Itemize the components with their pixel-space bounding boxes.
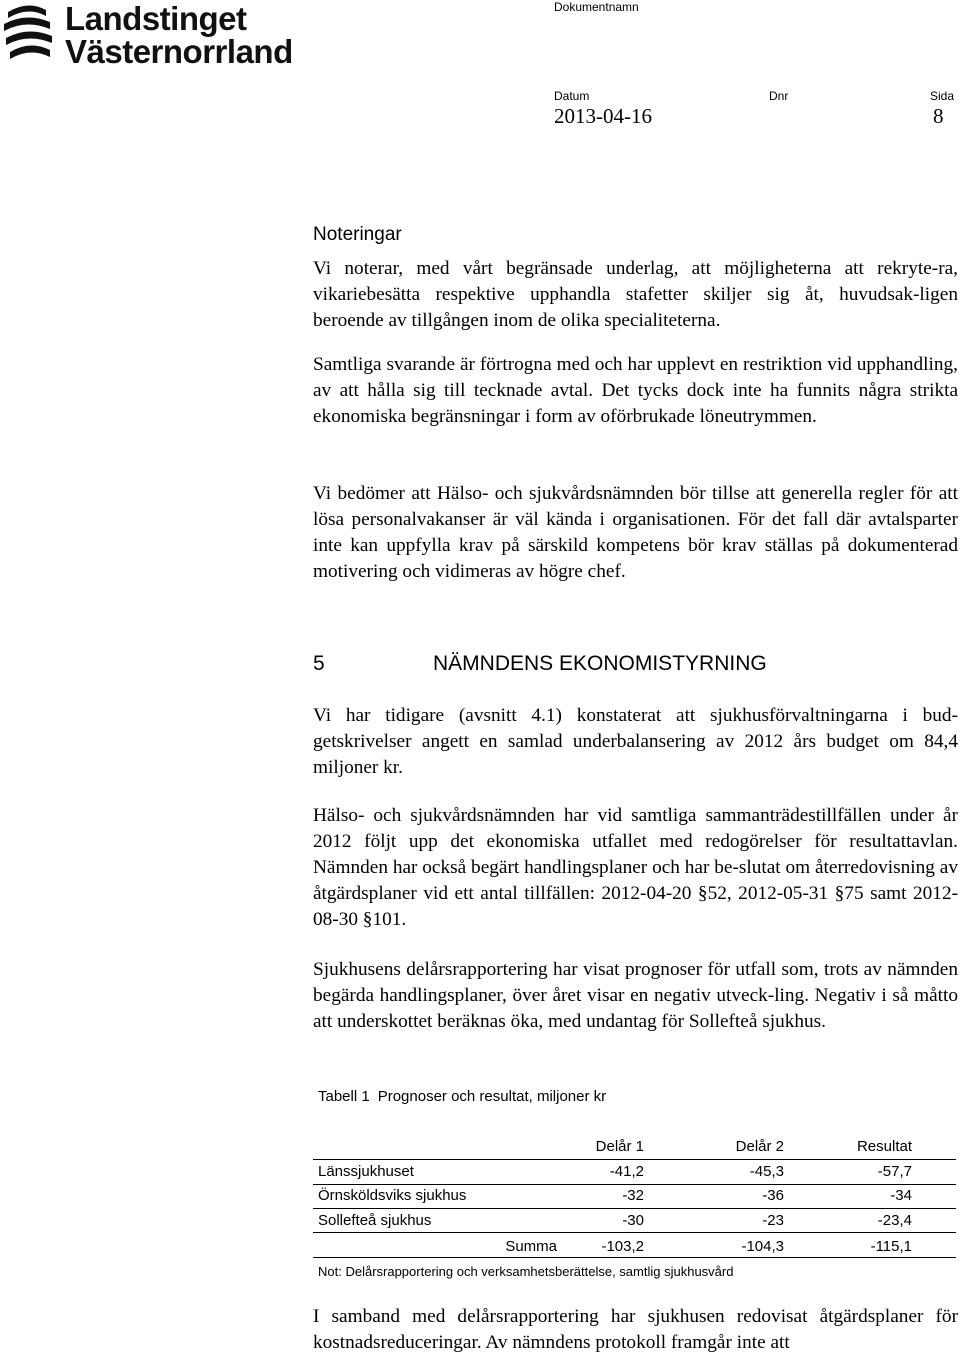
section5-paragraph-3: Sjukhusens delårsrapportering har visat prognoser för utfall som, trots av nämnden begärda handlingsplaner, över året visar en negativ utveck-ling. Negativ i så måtto att underskottet beräknas öka, med undantag för Sollefteå sjukhus. bbox=[313, 959, 958, 1032]
table-caption-label: Tabell 1 bbox=[318, 1088, 370, 1105]
dnr-label: Dnr bbox=[769, 89, 789, 103]
table-cell: -32 bbox=[622, 1187, 644, 1204]
row-label: Örnsköldsviks sjukhus bbox=[318, 1187, 467, 1204]
logo-line-1: Landstinget bbox=[65, 0, 247, 37]
section5-paragraph-1: Vi har tidigare (avsnitt 4.1) konstaterat att sjukhusförvaltningarna i bud-getskrivelser angett en samlad underbalansering av 2012 års budget om 84,4 miljoner kr. bbox=[313, 705, 958, 778]
section5-paragraph-4: I samband med delårsrapportering har sjukhusen redovisat åtgärdsplaner för kostnadsreduceringar. Av nämndens protokoll framgår inte att bbox=[313, 1306, 958, 1353]
section-title: NÄMNDENS EKONOMISTYRNING bbox=[433, 652, 767, 675]
datum-value: 2013-04-16 bbox=[554, 104, 652, 128]
table-caption bbox=[318, 1088, 606, 1105]
header-cell: Delår 1 bbox=[595, 1138, 644, 1155]
noteringar-paragraph-2: Samtliga svarande är förtrogna med och har upplevt en restriktion vid upphandling, av att hålla sig till tecknade avtal. Det tycks dock inte ha funnits några strikta ekonomiska begränsningar i form av oförbrukade löneutrymmen. bbox=[313, 354, 958, 427]
table-cell: -57,7 bbox=[877, 1162, 912, 1180]
table-rule bbox=[313, 1232, 956, 1233]
table-cell: -36 bbox=[762, 1187, 784, 1204]
noteringar-heading: Noteringar bbox=[313, 224, 402, 245]
sida-label: Sida bbox=[930, 89, 955, 103]
table-header-row bbox=[313, 1136, 956, 1161]
sum-label: Summa bbox=[505, 1238, 557, 1255]
table-cell: -23,4 bbox=[877, 1211, 912, 1229]
datum-label: Datum bbox=[554, 89, 590, 103]
table-caption-text: Prognoser och resultat, miljoner kr bbox=[377, 1088, 607, 1105]
table-cell: -23 bbox=[762, 1211, 784, 1229]
noteringar-paragraph-3: Vi bedömer att Hälso- och sjukvårdsnämnden bör tillse att generella regler för att lösa personalvakanser är väl kända i organisationen. För det fall där avtalsparter inte kan uppfylla krav på särskild kompetens bör krav ställas på dokumenterad motivering och vidimeras av högre chef. bbox=[313, 483, 958, 582]
document-name-label: Dokumentnamn bbox=[554, 0, 639, 14]
results-table bbox=[313, 1136, 956, 1279]
table-cell: -104,3 bbox=[741, 1238, 784, 1255]
table-cell: -30 bbox=[622, 1211, 644, 1229]
noteringar-paragraph-1: Vi noterar, med vårt begränsade underlag, att möjligheterna att rekryte-ra, vikariebesätta respektive upphandla stafetter skiljer sig åt, huvudsak-ligen beroende av tillgången inom de olika specialiteterna. bbox=[313, 258, 958, 331]
table-cell: -115,1 bbox=[870, 1238, 912, 1255]
header-cell: Resultat bbox=[856, 1138, 912, 1155]
table-row bbox=[313, 1161, 956, 1186]
table-row bbox=[313, 1210, 956, 1235]
logo-line-2: Västernorrland bbox=[65, 33, 293, 70]
row-label: Länssjukhuset bbox=[318, 1162, 414, 1180]
section-number: 5 bbox=[313, 652, 325, 675]
table-cell: -103,2 bbox=[601, 1238, 644, 1255]
row-label: Sollefteå sjukhus bbox=[318, 1211, 432, 1229]
table-note: Not: Delårsrapportering och verksamhetsberättelse, samtlig sjukhusvård bbox=[318, 1264, 734, 1279]
landstinget-logo-icon bbox=[2, 2, 60, 68]
section5-paragraph-2: Hälso- och sjukvårdsnämnden har vid samtliga sammanträdestillfällen under år 2012 följt upp det ekonomiska utfallet med redogörelser för resultattavlan. Nämnden har också begärt handlingsplaner och har be-slutat om återredovisning av åtgärdsplaner vid ett antal tillfällen: 2012-04-20 §52, 2012-05-31 §75 samt 2012-08-30 §101. bbox=[313, 805, 958, 930]
organization-logo bbox=[0, 0, 300, 72]
table-row bbox=[313, 1185, 956, 1210]
table-cell: -41,2 bbox=[609, 1162, 644, 1180]
table-cell: -45,3 bbox=[749, 1162, 784, 1180]
header-cell: Delår 2 bbox=[735, 1138, 784, 1155]
table-cell: -34 bbox=[890, 1187, 912, 1204]
section-heading bbox=[313, 652, 767, 676]
table-rule bbox=[313, 1257, 956, 1258]
page-number: 8 bbox=[933, 104, 944, 128]
